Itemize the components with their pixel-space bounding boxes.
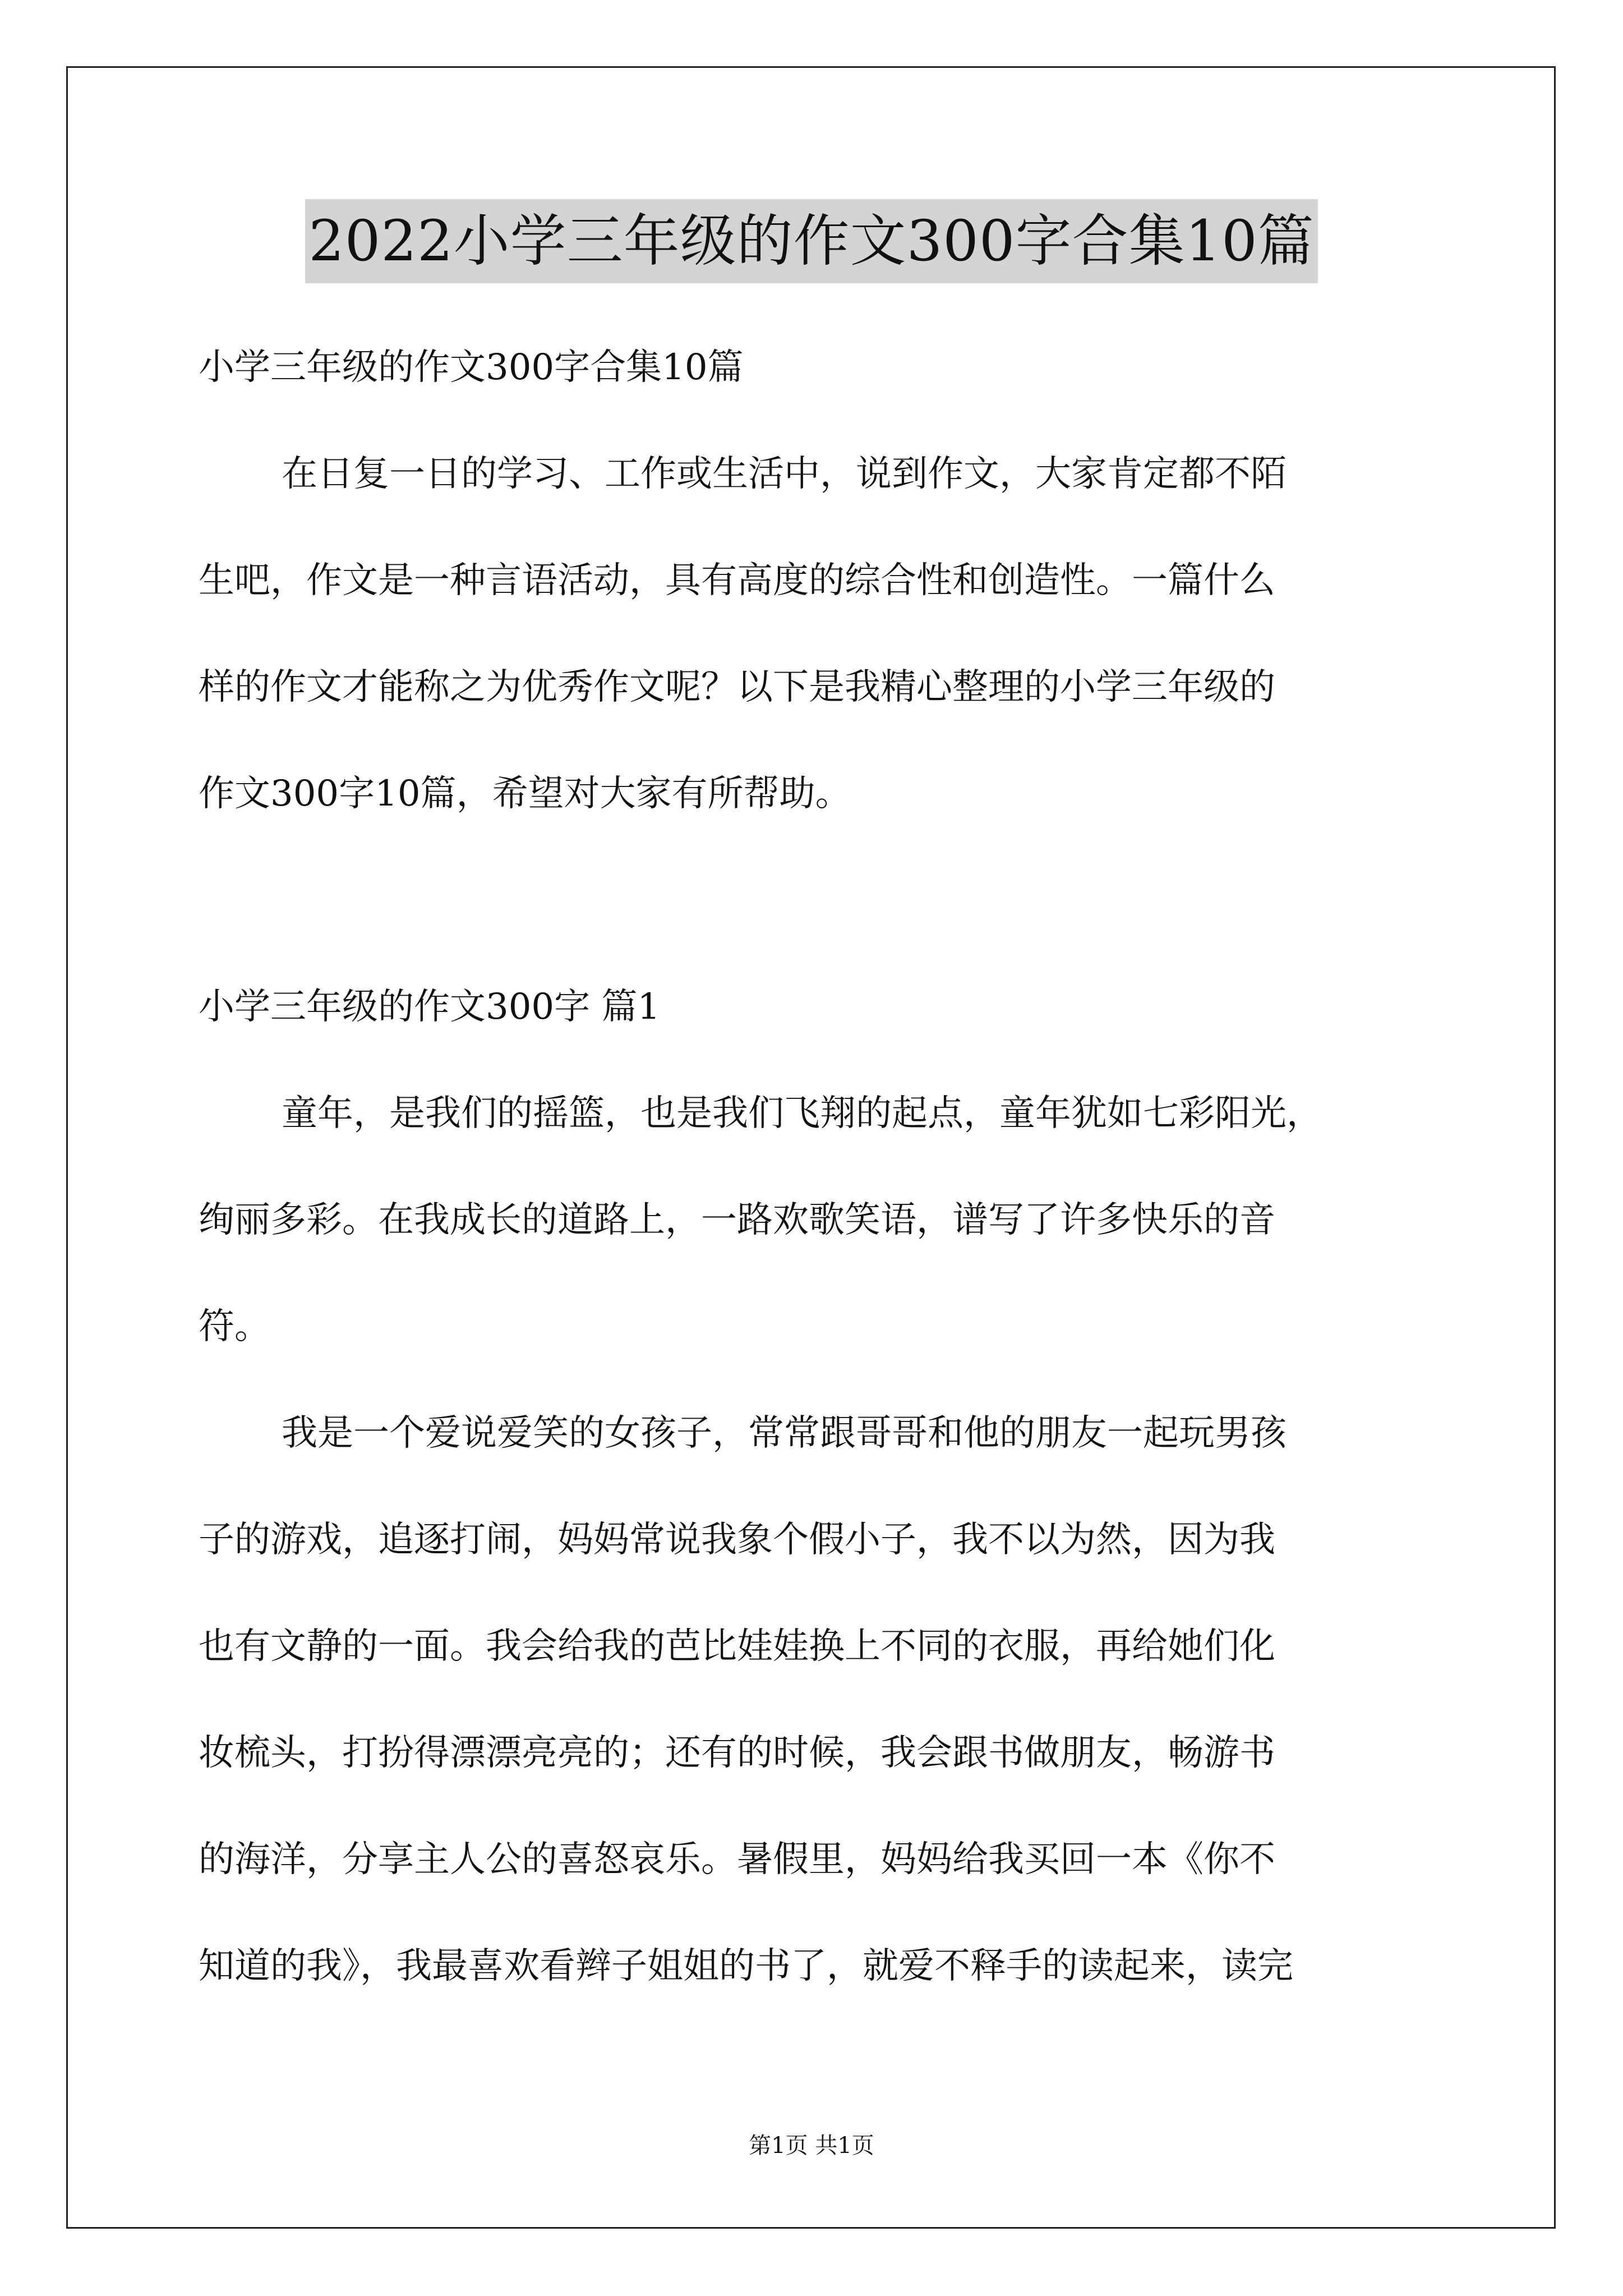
intro-line: 在日复一日的学习、工作或生活中，说到作文，大家肯定都不陌 <box>282 453 1287 495</box>
paragraph2-line: 妆梳头，打扮得漂漂亮亮的；还有的时候，我会跟书做朋友，畅游书 <box>199 1732 1275 1774</box>
document-title: 2022小学三年级的作文300字合集10篇 <box>305 199 1318 283</box>
paragraph-spacer <box>199 847 1444 954</box>
paragraph1-line: 绚丽多彩。在我成长的道路上，一路欢歌笑语，谱写了许多快乐的音 <box>199 1199 1275 1241</box>
paragraph1-line: 符。 <box>199 1306 270 1347</box>
paragraph2-line: 知道的我》，我最喜欢看辫子姐姐的书了，就爱不释手的读起来，读完 <box>199 1945 1293 1987</box>
intro-line: 生吧，作文是一种言语活动，具有高度的综合性和创造性。一篇什么 <box>199 560 1275 601</box>
paragraph1-line: 童年，是我们的摇篮，也是我们飞翔的起点，童年犹如七彩阳光， <box>282 1093 1322 1134</box>
page-footer: 第1页 共1页 <box>749 2133 874 2159</box>
paragraph2-line: 的海洋，分享主人公的喜怒哀乐。暑假里，妈妈给我买回一本《你不 <box>199 1839 1275 1880</box>
paragraph2-line: 也有文静的一面。我会给我的芭比娃娃换上不同的衣服，再给她们化 <box>199 1626 1275 1667</box>
document-body <box>199 314 1444 2019</box>
title-container <box>0 199 1623 283</box>
paragraph2-line: 子的游戏，追逐打闹，妈妈常说我象个假小子，我不以为然，因为我 <box>199 1519 1275 1561</box>
section-heading: 小学三年级的作文300字 篇1 <box>199 986 661 1028</box>
document-subtitle: 小学三年级的作文300字合集10篇 <box>199 347 744 388</box>
intro-line: 样的作文才能称之为优秀作文呢？以下是我精心整理的小学三年级的 <box>199 666 1275 708</box>
intro-line: 作文300字10篇，希望对大家有所帮助。 <box>199 773 851 815</box>
paragraph2-line: 我是一个爱说爱笑的女孩子，常常跟哥哥和他的朋友一起玩男孩 <box>282 1412 1287 1454</box>
